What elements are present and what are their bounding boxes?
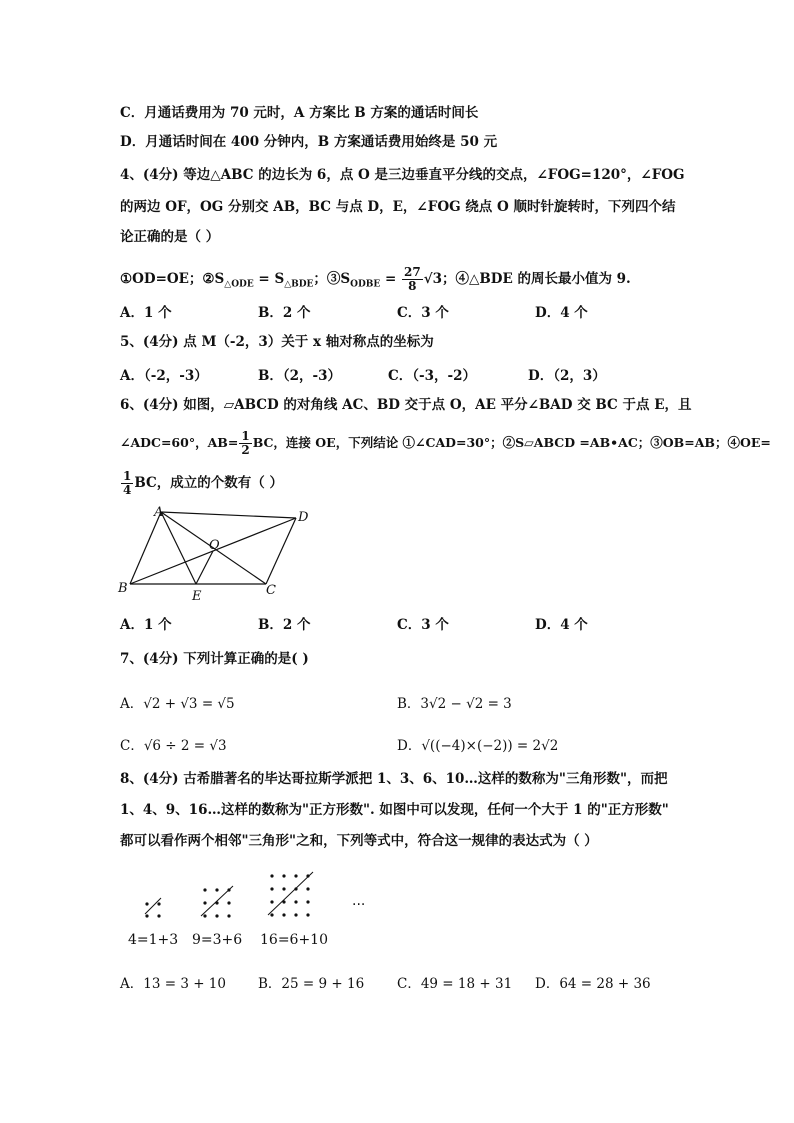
q4-stem-line2: 的两边 OF，OG 分别交 AB，BC 与点 D，E，∠FOG 绕点 O 顺时针旋转时，下列四个结 xyxy=(120,199,676,215)
fraction-1-2: $\frac{1}{2}$ xyxy=(241,429,250,457)
square-number-dot-figure xyxy=(120,866,400,956)
q8-option-c: C．49 = 18 + 31 xyxy=(397,976,513,992)
q6-stem-line3: $\frac{1}{4}$ BC，成立的个数有（ ） xyxy=(123,469,283,497)
q4-option-d: D．4 个 xyxy=(535,305,588,321)
q8-stem-line3: 都可以看作两个相邻"三角形"之和，下列等式中，符合这一规律的表达式为（ ） xyxy=(120,833,598,849)
label-a: A xyxy=(154,505,164,520)
q7-option-b: B．3√2 − √2 = 3 xyxy=(397,696,512,712)
figure-ellipsis: ··· xyxy=(352,897,366,913)
q8-stem-line2: 1、4、9、16…这样的数称为"正方形数". 如图中可以发现，任何一个大于 1 的"正方形数" xyxy=(120,802,669,818)
q5-stem: 5、(4分) 点 M（-2，3）关于 x 轴对称点的坐标为 xyxy=(120,334,434,350)
q8-stem-line1: 8、(4分) 古希腊著名的毕达哥拉斯学派把 1、3、6、10…这样的数称为"三角形数"，而把 xyxy=(120,771,668,787)
option-c-q3: C．月通话费用为 70 元时，A 方案比 B 方案的通话时间长 xyxy=(120,105,479,121)
label-d: D xyxy=(298,510,309,525)
parallelogram-figure xyxy=(116,504,312,604)
q8-option-a: A．13 = 3 + 10 xyxy=(120,976,226,992)
caption-16: 16=6+10 xyxy=(260,932,328,948)
q6-stem-line1: 6、(4分) 如图，▱ABCD 的对角线 AC、BD 交于点 O，AE 平分∠BAD 交 BC 于点 E，且 xyxy=(120,397,692,413)
fraction-27-8: $\frac{27}{8}$ xyxy=(404,265,421,293)
q6-stem-line2: ∠ADC=60°，AB= $\frac{1}{2}$ BC，连接 OE，下列结论 ①∠CAD=30°；②S▱ABCD =AB•AC；③OB=AB；④OE= xyxy=(120,429,771,457)
q4-statements: ①OD=OE；$②S_{\triangle ODE} = S_{\triangle BDE}$；$③S_{ODBE}$ = $\frac{27}{8}$ √3；④△BDE 的周长最小值为 9. xyxy=(120,265,631,293)
q5-option-c: C．（-3，-2） xyxy=(388,368,476,384)
q6-option-c: C．3 个 xyxy=(397,617,449,633)
q4-option-c: C．3 个 xyxy=(397,305,449,321)
label-o: O xyxy=(209,538,220,553)
q6-option-d: D．4 个 xyxy=(535,617,588,633)
q4-stem-line3: 论正确的是（ ） xyxy=(120,229,220,245)
q8-option-b: B．25 = 9 + 16 xyxy=(258,976,365,992)
label-e: E xyxy=(192,589,202,604)
fraction-1-4: $\frac{1}{4}$ xyxy=(123,469,132,497)
caption-9: 9=3+6 xyxy=(192,932,243,948)
label-c: C xyxy=(266,583,276,598)
label-b: B xyxy=(118,581,128,596)
caption-4: 4=1+3 xyxy=(128,932,179,948)
q6-option-b: B．2 个 xyxy=(258,617,311,633)
q5-option-a: A．（-2，-3） xyxy=(120,368,208,384)
q7-option-c: C．√6 ÷ 2 = √3 xyxy=(120,738,227,754)
q5-option-b: B．（2，-3） xyxy=(258,368,342,384)
option-d-q3: D．月通话时间在 400 分钟内，B 方案通话费用始终是 50 元 xyxy=(120,134,498,150)
q4-option-b: B．2 个 xyxy=(258,305,311,321)
q4-option-a: A．1 个 xyxy=(120,305,172,321)
q7-option-a: A．√2 + √3 = √5 xyxy=(120,696,235,712)
q4-stem-line1: 4、(4分) 等边△ABC 的边长为 6，点 O 是三边垂直平分线的交点，∠FOG=120°，∠FOG xyxy=(120,167,685,183)
q7-option-d: D．√((−4)×(−2)) = 2√2 xyxy=(397,738,559,754)
q6-option-a: A．1 个 xyxy=(120,617,172,633)
q5-option-d: D．（2，3） xyxy=(528,368,606,384)
q7-stem: 7、(4分) 下列计算正确的是( ) xyxy=(120,651,309,667)
q8-option-d: D．64 = 28 + 36 xyxy=(535,976,651,992)
